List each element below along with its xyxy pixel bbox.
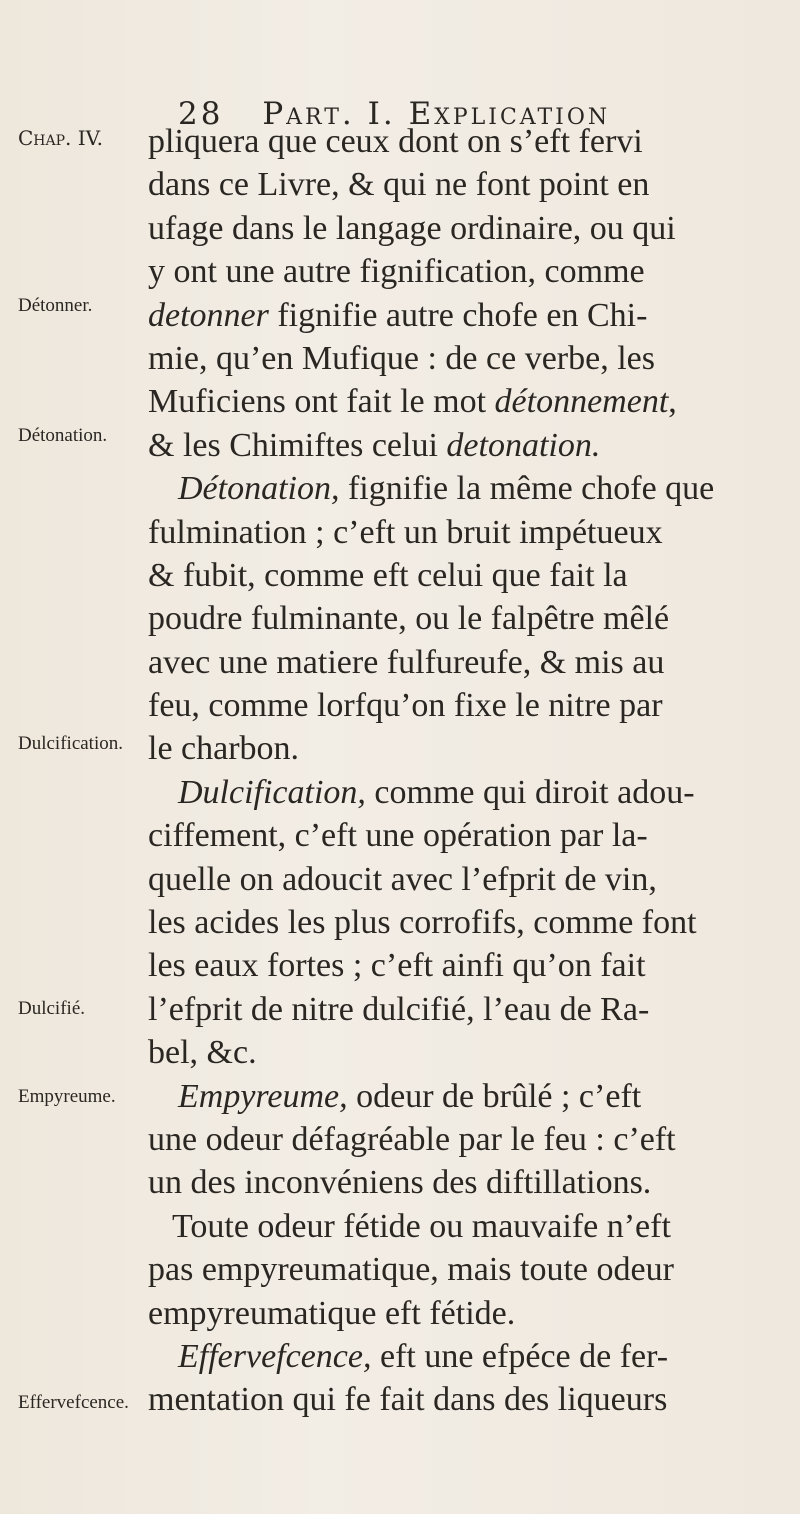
entry-detonation: Détonation, fignifie la même chofe que <box>178 470 715 508</box>
text-line: & fubit, comme eft celui que fait la <box>148 556 628 594</box>
margin-note-dulcifie: Dulcifié. <box>18 998 86 1019</box>
text-line: mie, qu’en Mufique : de ce verbe, les <box>148 339 655 377</box>
text-line: Muficiens ont fait le mot détonnement, <box>148 383 677 421</box>
text-line: quelle on adoucit avec l’efprit de vin, <box>148 860 657 898</box>
text-line: pas empyreumatique, mais toute odeur <box>148 1251 674 1289</box>
text-line: fulmination ; c’eft un bruit impétueux <box>148 513 663 551</box>
text-line: detonner fignifie autre chofe en Chi- <box>148 296 648 334</box>
entry-effervescence: Effervefcence, eft une efpéce de fer- <box>178 1337 669 1375</box>
margin-note-effervescence: Effervefcence. <box>18 1392 129 1413</box>
defined-term: détonnement <box>494 383 669 421</box>
text-line: dans ce Livre, & qui ne font point en <box>148 166 650 204</box>
page-number: 28 <box>178 96 224 132</box>
defined-term: detonation. <box>446 426 601 464</box>
text-line: ciffement, c’eft une opération par la- <box>148 817 648 855</box>
text-line: empyreumatique eft fétide. <box>148 1294 516 1332</box>
text-line: ufage dans le langage ordinaire, ou qui <box>148 209 676 247</box>
margin-note-dulcification: Dulcification. <box>18 733 123 754</box>
running-title: Part. I. Explication <box>262 96 611 132</box>
text-line: & les Chimiftes celui detonation. <box>148 426 601 464</box>
defined-term: Détonation, <box>178 470 340 508</box>
defined-term: Dulcification, <box>178 773 366 811</box>
defined-term: detonner <box>148 296 269 334</box>
text-line: y ont une autre fignification, comme <box>148 253 645 291</box>
margin-note-detonner: Détonner. <box>18 295 93 316</box>
text-line: poudre fulminante, ou le falpêtre mêlé <box>148 600 670 638</box>
text-line: Toute odeur fétide ou mauvaife n’eft <box>172 1207 671 1245</box>
text-line: une odeur défagréable par le feu : c’eft <box>148 1120 676 1158</box>
entry-dulcification: Dulcification, comme qui diroit adou- <box>178 773 695 811</box>
defined-term: Effervefcence, <box>178 1337 372 1375</box>
defined-term: Empyreume, <box>178 1077 348 1115</box>
text-line: le charbon. <box>148 730 300 768</box>
text-line: un des inconvéniens des diftillations. <box>148 1164 652 1202</box>
text-line: avec une matiere fulfureufe, & mis au <box>148 643 665 681</box>
text-line: les eaux fortes ; c’eft ainfi qu’on fait <box>148 947 646 985</box>
text-line: feu, comme lorfqu’on fixe le nitre par <box>148 687 663 725</box>
body-text <box>148 120 748 1422</box>
text-line: l’efprit de nitre dulcifié, l’eau de Ra- <box>148 990 650 1028</box>
entry-empyreume: Empyreume, odeur de brûlé ; c’eft <box>178 1077 642 1115</box>
text-line: pliquera que ceux dont on s’eft fervi <box>148 123 643 160</box>
chapter-marker: Chap. IV. <box>18 126 103 150</box>
text-line: mentation qui fe fait dans des liqueurs <box>148 1381 668 1419</box>
margin-note-detonation: Détonation. <box>18 425 108 446</box>
margin-note-empyreume: Empyreume. <box>18 1086 116 1107</box>
text-line: bel, &c. <box>148 1034 257 1072</box>
text-line: les acides les plus corrofifs, comme font <box>148 904 697 942</box>
